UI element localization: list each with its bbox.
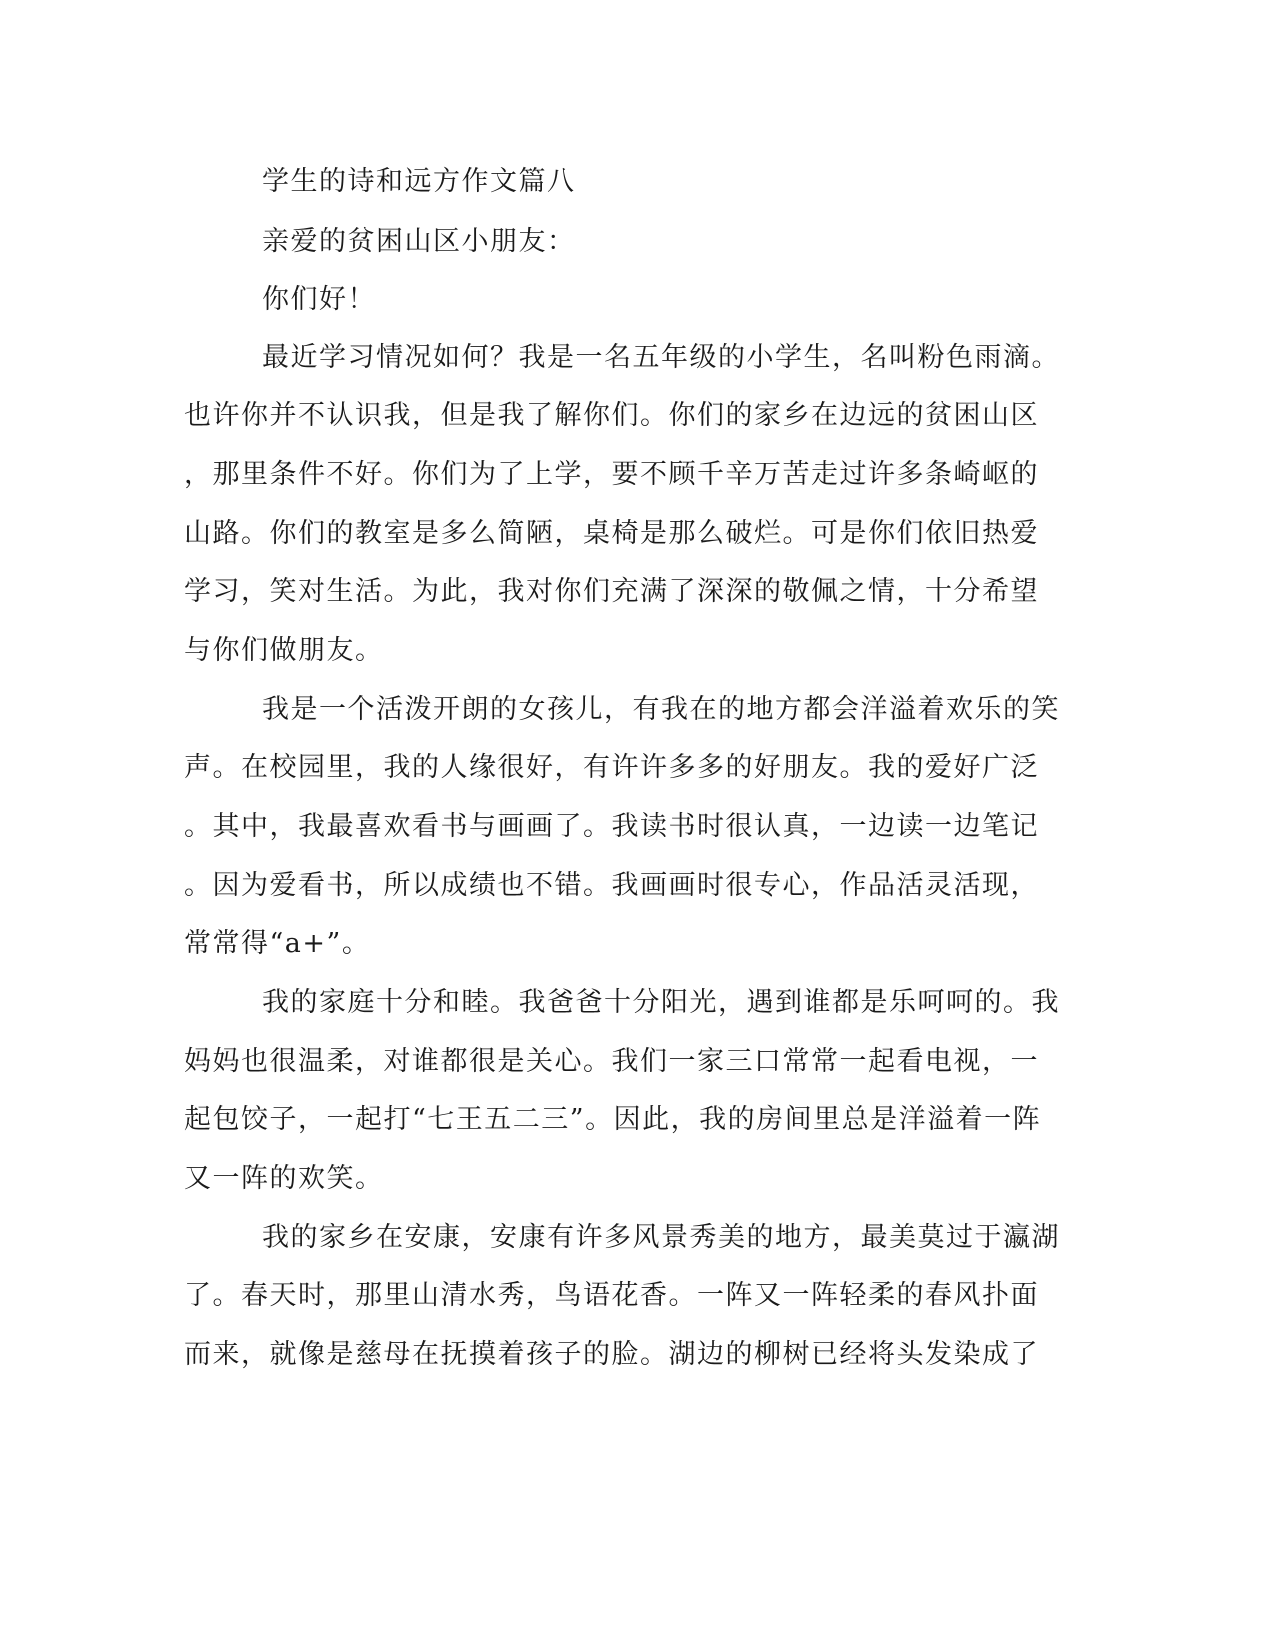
paragraph-line: 山路。你们的教室是多么简陋，桌椅是那么破烂。可是你们依旧热爱 xyxy=(184,518,1039,549)
paragraph-line: 我的家庭十分和睦。我爸爸十分阳光，遇到谁都是乐呵呵的。我 xyxy=(262,987,1060,1018)
salutation: 亲爱的贫困山区小朋友： xyxy=(262,226,576,257)
paragraph-line: 最近学习情况如何？我是一名五年级的小学生，名叫粉色雨滴。 xyxy=(262,342,1060,373)
paragraph-line: 。因为爱看书，所以成绩也不错。我画画时很专心，作品活灵活现， xyxy=(184,870,1039,901)
paragraph-line: 起包饺子，一起打“七王五二三”。因此，我的房间里总是洋溢着一阵 xyxy=(184,1104,1042,1135)
greeting: 你们好！ xyxy=(262,284,376,315)
paragraph-line: 又一阵的欢笑。 xyxy=(184,1163,384,1194)
paragraph-line: 与你们做朋友。 xyxy=(184,635,384,666)
paragraph-line: 而来，就像是慈母在抚摸着孩子的脸。湖边的柳树已经将头发染成了 xyxy=(184,1339,1039,1370)
paragraph-line: 学习，笑对生活。为此，我对你们充满了深深的敬佩之情，十分希望 xyxy=(184,576,1039,607)
paragraph-line: 。其中，我最喜欢看书与画画了。我读书时很认真，一边读一边笔记 xyxy=(184,811,1039,842)
paragraph-line: 也许你并不认识我，但是我了解你们。你们的家乡在边远的贫困山区 xyxy=(184,400,1039,431)
paragraph-line: 声。在校园里，我的人缘很好，有许许多多的好朋友。我的爱好广泛 xyxy=(184,752,1039,783)
document-title: 学生的诗和远方作文篇八 xyxy=(262,166,576,197)
paragraph-line: 了。春天时，那里山清水秀，鸟语花香。一阵又一阵轻柔的春风扑面 xyxy=(184,1280,1039,1311)
paragraph-line: 我的家乡在安康，安康有许多风景秀美的地方，最美莫过于瀛湖 xyxy=(262,1222,1060,1253)
paragraph-line: 我是一个活泼开朗的女孩儿，有我在的地方都会洋溢着欢乐的笑 xyxy=(262,694,1060,725)
paragraph-line: 常常得“a+”。 xyxy=(184,928,371,959)
paragraph-line: ，那里条件不好。你们为了上学，要不顾千辛万苦走过许多条崎岖的 xyxy=(184,459,1039,490)
paragraph-line: 妈妈也很温柔，对谁都很是关心。我们一家三口常常一起看电视，一 xyxy=(184,1046,1039,1077)
